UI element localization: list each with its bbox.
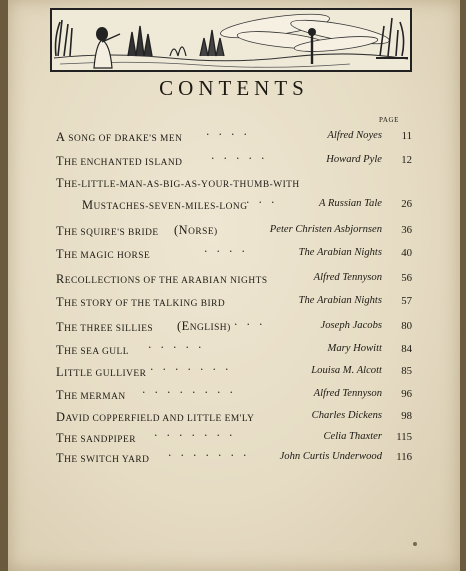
toc-entry-title: THE SQUIRE'S BRIDE — [56, 224, 159, 238]
toc-entry-page-number: 57 — [401, 295, 412, 307]
toc-entry-author: John Curtis Underwood — [279, 451, 382, 462]
toc-entry-page-number: 56 — [401, 272, 412, 284]
toc-entry-page-number: 40 — [401, 247, 412, 259]
toc-entry-title: A SONG OF DRAKE'S MEN — [56, 130, 183, 144]
leader-dots: ········ — [142, 386, 242, 399]
toc-entry-author: Alfred Noyes — [327, 130, 382, 141]
leader-dots: ····· — [211, 152, 274, 165]
toc-entry-title: THE SEA GULL — [56, 343, 129, 357]
toc-entry-author: The Arabian Nights — [298, 247, 382, 258]
toc-entry-title: THE ENCHANTED ISLAND — [56, 154, 183, 168]
leader-dots: ······· — [168, 449, 256, 462]
toc-entry — [56, 224, 412, 240]
toc-entry-author: Celia Thaxter — [323, 431, 382, 442]
toc-entry-title: RECOLLECTIONS OF THE ARABIAN NIGHTS — [56, 272, 268, 286]
toc-entry-author: The Arabian Nights — [298, 295, 382, 306]
leader-dots: ···· — [206, 128, 256, 141]
toc-entry-author: Peter Christen Asbjornsen — [269, 224, 382, 235]
toc-entry-author: A Russian Tale — [319, 198, 382, 209]
leader-dots: ····· — [148, 341, 211, 354]
book-page — [8, 0, 460, 571]
page-speck — [413, 542, 417, 546]
leader-dots: ······· — [154, 429, 242, 442]
toc-entry — [56, 247, 412, 263]
toc-entry — [56, 410, 412, 426]
toc-entry — [56, 320, 412, 336]
toc-entry-author: Louisa M. Alcott — [311, 365, 382, 376]
toc-entry — [56, 272, 412, 288]
toc-entry-page-number: 116 — [396, 451, 412, 463]
toc-entry-title: THE THREE SILLIES — [56, 320, 154, 334]
toc-entry-title: MUSTACHES-SEVEN-MILES-LONG — [82, 198, 248, 212]
leader-dots: ··· — [246, 196, 284, 209]
toc-entry-author: Alfred Tennyson — [313, 272, 382, 283]
toc-entry-page-number: 115 — [396, 431, 412, 443]
toc-entry-title: THE SWITCH YARD — [56, 451, 150, 465]
toc-entry-author: Howard Pyle — [326, 154, 382, 165]
toc-entry — [56, 176, 412, 192]
toc-entry-author: Joseph Jacobs — [320, 320, 382, 331]
toc-entry-title: THE MAGIC HORSE — [56, 247, 151, 261]
toc-entry-title: DAVID COPPERFIELD AND LITTLE EM'LY — [56, 410, 255, 424]
toc-entry-page-number: 11 — [401, 130, 412, 142]
leader-dots: ······· — [150, 363, 238, 376]
toc-entry-page-number: 84 — [401, 343, 412, 355]
toc-entry — [56, 343, 412, 359]
fairy-pond-illustration-icon — [50, 8, 412, 72]
toc-entry-page-number: 80 — [401, 320, 412, 332]
toc-entry — [56, 198, 412, 214]
toc-entry-page-number: 85 — [401, 365, 412, 377]
toc-entry-page-number: 96 — [401, 388, 412, 400]
toc-entry-title: LITTLE GULLIVER — [56, 365, 147, 379]
toc-entry-title: THE STORY OF THE TALKING BIRD — [56, 295, 226, 309]
leader-dots: ···· — [204, 245, 254, 258]
toc-entry-page-number: 26 — [401, 198, 412, 210]
toc-entry — [56, 431, 412, 447]
toc-entry-page-number: 12 — [401, 154, 412, 166]
toc-entry-title: THE MERMAN — [56, 388, 126, 402]
toc-entry — [56, 388, 412, 404]
toc-entry-page-number: 36 — [401, 224, 412, 236]
toc-entry-author: Charles Dickens — [311, 410, 382, 421]
toc-entry — [56, 130, 412, 146]
toc-entry-author: Alfred Tennyson — [313, 388, 382, 399]
toc-entry-origin: (NORSE) — [174, 223, 218, 237]
toc-entry-title: THE SANDPIPER — [56, 431, 136, 445]
toc-entry — [56, 365, 412, 381]
toc-entry — [56, 295, 412, 311]
toc-entry — [56, 451, 412, 467]
toc-entry-origin: (ENGLISH) — [177, 319, 231, 333]
toc-entry-page-number: 98 — [401, 410, 412, 422]
toc-entry — [56, 154, 412, 170]
toc-entry-title: THE-LITTLE-MAN-AS-BIG-AS-YOUR-THUMB-WITH — [56, 176, 300, 190]
leader-dots: ··· — [234, 318, 272, 331]
toc-entry-author: Mary Howitt — [327, 343, 382, 354]
contents-heading: CONTENTS — [159, 76, 309, 100]
page-column-label: PAGE — [379, 116, 400, 124]
